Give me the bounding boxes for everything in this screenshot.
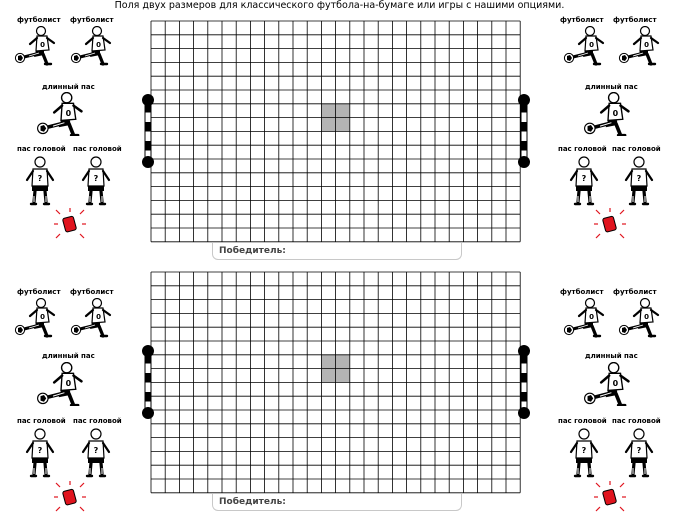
right-goal-icon — [517, 344, 531, 420]
svg-text:0: 0 — [40, 313, 45, 321]
header-pass-label: пас головой — [558, 417, 607, 425]
long-pass-label: длинный пас — [42, 352, 95, 360]
svg-text:0: 0 — [644, 41, 649, 49]
red-card-icon[interactable] — [594, 481, 626, 513]
svg-text:0: 0 — [612, 108, 619, 118]
svg-text:0: 0 — [65, 108, 72, 118]
svg-text:?: ? — [636, 446, 642, 455]
left-goal-icon — [141, 344, 155, 420]
field-grid — [150, 271, 523, 494]
footballer-kicking-icon[interactable] — [618, 298, 662, 338]
footballer-label: футболист — [17, 16, 61, 24]
footballer-kicking-icon[interactable] — [583, 362, 633, 406]
header-pass-label: пас головой — [612, 417, 661, 425]
footballer-kicking-icon[interactable] — [70, 26, 114, 66]
long-pass-label: длинный пас — [585, 352, 638, 360]
footballer-kicking-icon[interactable] — [14, 26, 58, 66]
svg-text:0: 0 — [40, 41, 45, 49]
footballer-label: футболист — [70, 288, 114, 296]
header-pass-label: пас головой — [17, 145, 66, 153]
svg-text:?: ? — [93, 174, 99, 183]
winner-label: Победитель: — [219, 497, 286, 507]
footballer-heading-icon[interactable] — [78, 156, 112, 208]
svg-text:?: ? — [93, 446, 99, 455]
footballer-label: футболист — [70, 16, 114, 24]
header-pass-label: пас головой — [73, 417, 122, 425]
red-card-icon[interactable] — [54, 208, 86, 240]
left-goal-icon — [141, 93, 155, 169]
footballer-kicking-icon[interactable] — [36, 362, 86, 406]
footballer-kicking-icon[interactable] — [618, 26, 662, 66]
footballer-label: футболист — [613, 288, 657, 296]
svg-text:0: 0 — [96, 313, 101, 321]
header-pass-label: пас головой — [17, 417, 66, 425]
footballer-heading-icon[interactable] — [621, 428, 655, 480]
svg-text:0: 0 — [65, 378, 72, 388]
svg-text:?: ? — [636, 174, 642, 183]
svg-text:?: ? — [37, 446, 43, 455]
svg-text:?: ? — [37, 174, 43, 183]
header-pass-label: пас головой — [558, 145, 607, 153]
footballer-kicking-icon[interactable] — [36, 92, 86, 136]
svg-text:0: 0 — [589, 41, 594, 49]
long-pass-label: длинный пас — [42, 83, 95, 91]
field-grid — [150, 20, 523, 243]
winner-label: Победитель: — [219, 246, 286, 256]
footballer-kicking-icon[interactable] — [563, 26, 607, 66]
footballer-heading-icon[interactable] — [22, 156, 56, 208]
footballer-label: футболист — [560, 16, 604, 24]
svg-text:?: ? — [581, 174, 587, 183]
svg-text:0: 0 — [96, 41, 101, 49]
footballer-label: футболист — [560, 288, 604, 296]
footballer-heading-icon[interactable] — [566, 428, 600, 480]
footballer-label: футболист — [17, 288, 61, 296]
long-pass-label: длинный пас — [585, 83, 638, 91]
red-card-icon[interactable] — [594, 208, 626, 240]
footballer-kicking-icon[interactable] — [563, 298, 607, 338]
footballer-kicking-icon[interactable] — [14, 298, 58, 338]
footballer-heading-icon[interactable] — [22, 428, 56, 480]
svg-text:?: ? — [581, 446, 587, 455]
game-board-bottom — [0, 262, 679, 524]
header-pass-label: пас головой — [612, 145, 661, 153]
svg-text:0: 0 — [644, 313, 649, 321]
footballer-heading-icon[interactable] — [78, 428, 112, 480]
svg-text:0: 0 — [589, 313, 594, 321]
right-goal-icon — [517, 93, 531, 169]
winner-box — [212, 494, 462, 511]
footballer-heading-icon[interactable] — [566, 156, 600, 208]
footballer-label: футболист — [613, 16, 657, 24]
page-title: Поля двух размеров для классического футбола-на-бумаге или игры с нашими опциями. — [114, 0, 565, 11]
red-card-icon[interactable] — [54, 481, 86, 513]
footballer-kicking-icon[interactable] — [70, 298, 114, 338]
winner-box — [212, 243, 462, 260]
svg-text:0: 0 — [612, 378, 619, 388]
footballer-heading-icon[interactable] — [621, 156, 655, 208]
footballer-kicking-icon[interactable] — [583, 92, 633, 136]
header-pass-label: пас головой — [73, 145, 122, 153]
